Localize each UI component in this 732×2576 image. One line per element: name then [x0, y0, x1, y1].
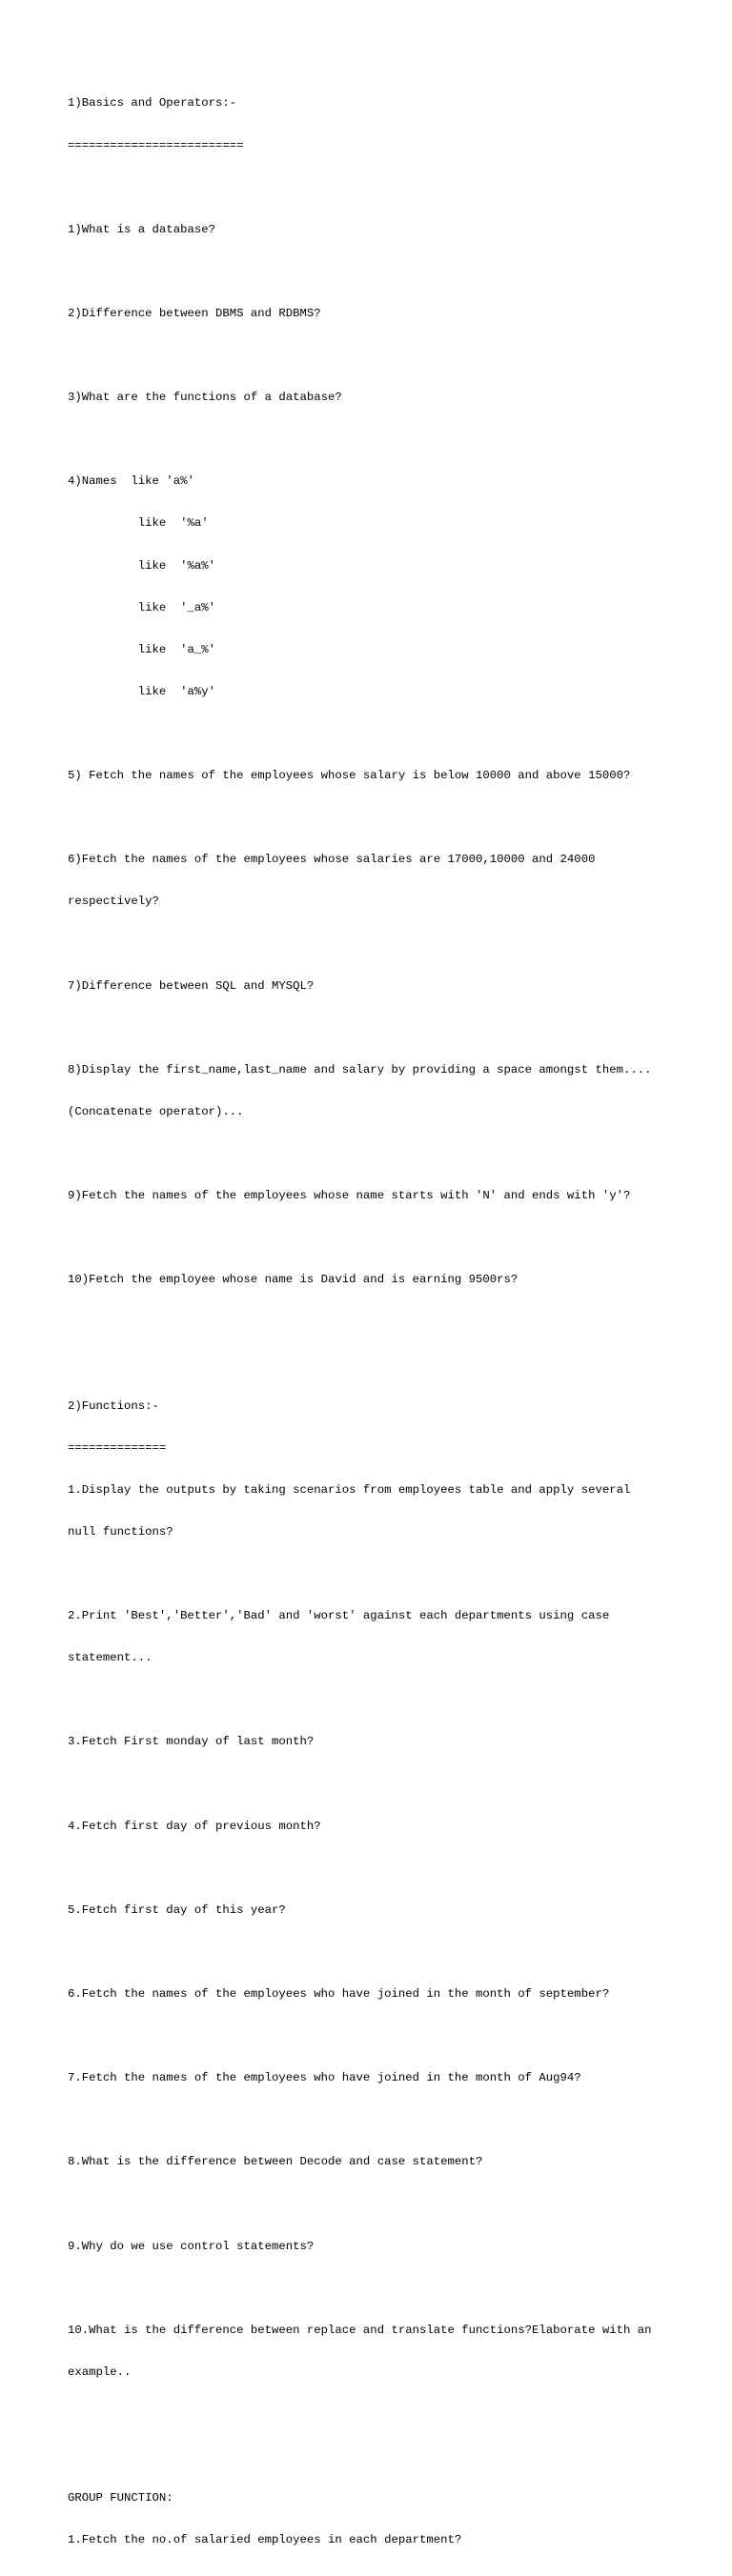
- question-continuation: statement...: [68, 1651, 152, 1665]
- question-continuation: example..: [68, 2365, 132, 2379]
- blank-line: [68, 1945, 697, 1960]
- blank-line: [68, 1693, 697, 1707]
- question: 8.What is the difference between Decode and case statement?: [68, 2155, 483, 2169]
- question: 6.Fetch the names of the employees who have joined in the month of september?: [68, 1987, 610, 2002]
- blank-line: [68, 811, 697, 825]
- blank-line: [68, 2282, 697, 2296]
- blank-line: [68, 2449, 697, 2464]
- question: 1)What is a database?: [68, 222, 215, 236]
- blank-line: [68, 1315, 697, 1329]
- section-heading: 2)Functions:-: [68, 1399, 159, 1413]
- document-text: [68, 69, 697, 2576]
- question: 9.Why do we use control statements?: [68, 2239, 315, 2253]
- blank-line: [68, 1778, 697, 1792]
- question: 6)Fetch the names of the employees whose salaries are 17000,10000 and 24000: [68, 853, 596, 867]
- heading-underline: ==============: [68, 1440, 167, 1455]
- question-continuation: like 'a%y': [68, 684, 215, 698]
- blank-line: [68, 1862, 697, 1876]
- question: 2)Difference between DBMS and RDBMS?: [68, 306, 321, 320]
- question: 7.Fetch the names of the employees who have joined in the month of Aug94?: [68, 2071, 581, 2085]
- question: 5) Fetch the names of the employees whose salary is below 10000 and above 15000?: [68, 769, 631, 783]
- section-heading: GROUP FUNCTION:: [68, 2491, 173, 2506]
- question: 8)Display the first_name,last_name and salary by providing a space amongst them....: [68, 1062, 652, 1077]
- blank-line: [68, 265, 697, 279]
- blank-line: [68, 1358, 697, 1372]
- blank-line: [68, 1567, 697, 1581]
- question: 1.Fetch the no.of salaried employees in each department?: [68, 2533, 462, 2547]
- question: 3)What are the functions of a database?: [68, 391, 342, 405]
- question-continuation: like '%a': [68, 516, 209, 531]
- blank-line: [68, 2113, 697, 2127]
- question: 10.What is the difference between replace and translate functions?Elaborate with an: [68, 2323, 652, 2337]
- question-continuation: null functions?: [68, 1524, 173, 1539]
- question-continuation: respectively?: [68, 895, 159, 909]
- question: 2.Print 'Best','Better','Bad' and 'worst' against each departments using case: [68, 1609, 610, 1623]
- question-continuation: like 'a_%': [68, 642, 215, 656]
- blank-line: [68, 727, 697, 741]
- question: 5.Fetch first day of this year?: [68, 1902, 286, 1917]
- blank-line: [68, 1231, 697, 1245]
- question: 3.Fetch First monday of last month?: [68, 1735, 315, 1749]
- blank-line: [68, 937, 697, 952]
- blank-line: [68, 2198, 697, 2212]
- question: 4)Names like 'a%': [68, 474, 194, 489]
- question: 7)Difference between SQL and MYSQL?: [68, 978, 315, 993]
- question-continuation: like '_a%': [68, 600, 215, 614]
- question-continuation: (Concatenate operator)...: [68, 1104, 244, 1118]
- blank-line: [68, 433, 697, 447]
- blank-line: [68, 2029, 697, 2043]
- heading-underline: =========================: [68, 138, 244, 152]
- section-heading: 1)Basics and Operators:-: [68, 96, 237, 111]
- question: 4.Fetch first day of previous month?: [68, 1819, 321, 1833]
- question: 9)Fetch the names of the employees whose name starts with 'N' and ends with 'y'?: [68, 1189, 631, 1203]
- blank-line: [68, 349, 697, 363]
- question: 1.Display the outputs by taking scenarios from employees table and apply several: [68, 1482, 631, 1497]
- blank-line: [68, 2407, 697, 2422]
- blank-line: [68, 1021, 697, 1036]
- question: 10)Fetch the employee whose name is David and is earning 9500rs?: [68, 1273, 518, 1287]
- question-continuation: like '%a%': [68, 558, 215, 573]
- blank-line: [68, 1147, 697, 1161]
- blank-line: [68, 181, 697, 195]
